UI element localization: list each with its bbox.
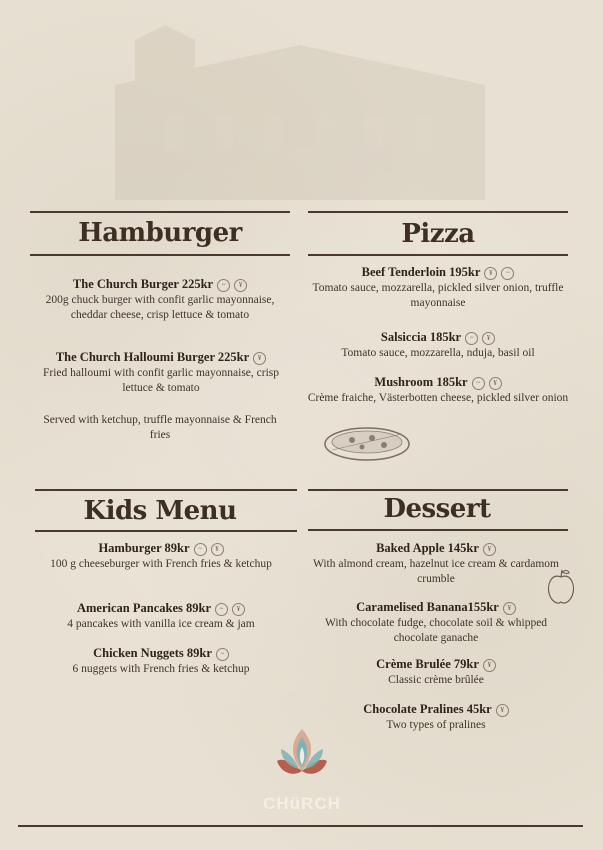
church-logo-icon [273,727,331,789]
menu-item [305,702,567,733]
item-name: Salsiccia 185kr [380,330,462,344]
section-title-dessert: Dessert [383,494,491,524]
menu-item [306,330,570,361]
item-name: Chicken Nuggets 89kr [93,646,212,660]
wheat-icon: ¥ [232,603,245,616]
item-name: Baked Apple 145kr [376,541,479,555]
divider [308,211,568,213]
item-name: Beef Tenderloin 195kr [361,265,481,279]
item-description: 200g chuck burger with confit garlic mayonnaise, cheddar cheese, crisp lettuce & tomato [45,294,275,321]
lactose-icon: ~ [465,332,478,345]
lactose-icon: ~ [472,377,485,390]
item-description: With almond cream, hazelnut ice cream & cardamom crumble [312,558,560,585]
served-with-note: Served with ketchup, truffle mayonnaise & French fries [43,414,277,441]
item-description: Crème fraiche, Västerbotten cheese, pickled silver onion [307,392,569,404]
lactose-icon: ~ [217,279,230,292]
menu-item [35,277,285,323]
wheat-icon: ¥ [496,704,509,717]
section-title-hamburger: Hamburger [78,218,242,248]
section-title-kids-menu: Kids Menu [83,496,237,526]
menu-item [30,541,292,572]
lactose-icon: ~ [194,543,207,556]
pizza-illustration [322,420,412,465]
item-description: Tomato sauce, mozzarella, nduja, basil oil [341,347,535,359]
divider [30,211,290,213]
item-name: Caramelised Banana155kr [356,600,499,614]
item-description: 4 pancakes with vanilla ice cream & jam [67,618,255,630]
divider [30,254,290,256]
wheat-icon: ¥ [211,543,224,556]
wheat-icon: ¥ [503,602,516,615]
menu-item [30,646,292,677]
wheat-icon: ¥ [483,543,496,556]
item-name: The Church Halloumi Burger 225kr [55,350,250,364]
wheat-icon: ¥ [484,267,497,280]
item-description: 6 nuggets with French fries & ketchup [72,663,250,675]
menu-item [306,265,570,311]
wheat-icon: ¥ [482,332,495,345]
church-building-illustration [105,25,495,205]
wheat-icon: ¥ [489,377,502,390]
menu-item [30,350,292,396]
item-name: Hamburger 89kr [98,541,190,555]
lactose-icon: ~ [215,603,228,616]
menu-item [305,657,567,688]
wheat-icon: ¥ [253,352,266,365]
item-description: Fried halloumi with confit garlic mayonnaise, crisp lettuce & tomato [42,367,279,394]
lactose-icon: ~ [501,267,514,280]
church-logo-text: CHüRCH [263,794,341,813]
menu-item [30,601,292,632]
divider [308,489,568,491]
item-description: Two types of pralines [386,719,486,731]
item-description: Tomato sauce, mozzarella, pickled silver onion, truffle mayonnaise [312,282,564,309]
footer-divider [18,825,583,827]
item-name: Crème Brulée 79kr [376,657,479,671]
menu-item [305,600,567,646]
section-title-pizza: Pizza [401,219,475,249]
divider [35,489,297,491]
item-description: With chocolate fudge, chocolate soil & whipped chocolate ganache [324,617,548,644]
apple-illustration [545,567,577,607]
menu-item [305,541,567,587]
wheat-icon: ¥ [234,279,247,292]
divider [308,529,568,531]
menu-item [306,375,570,406]
item-description: Classic crème brûlée [388,674,484,686]
lactose-icon: ~ [216,648,229,661]
item-name: Mushroom 185kr [374,375,468,389]
item-description: 100 g cheeseburger with French fries & ketchup [50,558,272,570]
item-name: Chocolate Pralines 45kr [363,702,492,716]
divider [308,254,568,256]
item-name: American Pancakes 89kr [76,601,211,615]
item-name: The Church Burger 225kr [72,277,214,291]
wheat-icon: ¥ [483,659,496,672]
divider [35,530,297,532]
